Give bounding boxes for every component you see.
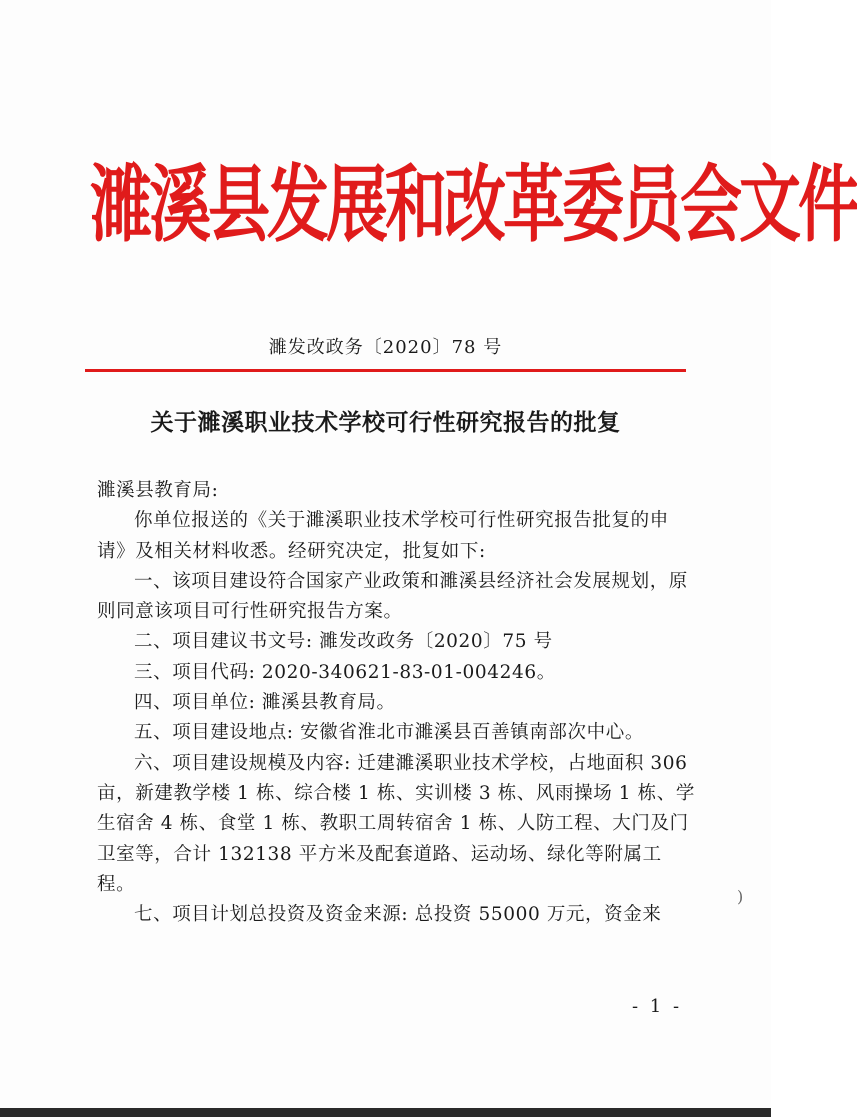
paragraph: 一、该项目建设符合国家产业政策和濉溪县经济社会发展规划，原则同意该项目可行性研究报告方案。 xyxy=(97,570,688,623)
scan-edge-bar xyxy=(0,1108,771,1117)
paragraph: 六、项目建设规模及内容: 迁建濉溪职业技术学校，占地面积 306 亩，新建教学楼 1 栋、综合楼 1 栋、实训楼 3 栋、风雨操场 1 栋、学生宿舍 4 栋、食堂 1 栋、教职工周转宿舍 1 栋、人防工程、大门及门卫室等，合计 132138 平方米及配套道路、运动场、绿化等附属工程。 xyxy=(97,752,695,895)
paragraph: 七、项目计划总投资及资金来源: 总投资 55000 万元，资金来 xyxy=(134,904,662,926)
page-number: - 1 - xyxy=(632,996,683,1017)
paragraph: 你单位报送的《关于濉溪职业技术学校可行性研究报告批复的申请》及相关材料收悉。经研究决定，批复如下: xyxy=(97,510,669,562)
margin-mark: ) xyxy=(737,887,744,906)
paragraph: 二、项目建议书文号: 濉发改政务〔2020〕75 号 xyxy=(134,631,553,653)
document-title: 关于濉溪职业技术学校可行性研究报告的批复 xyxy=(150,410,621,436)
document-number: 濉发改政务〔2020〕78 号 xyxy=(268,337,503,358)
masthead-title: 濉溪县发展和改革委员会文件 xyxy=(90,155,857,254)
red-separator-line xyxy=(85,369,686,372)
paragraph: 三、项目代码: 2020-340621-83-01-004246。 xyxy=(134,661,556,683)
paragraph: 五、项目建设地点: 安徽省淮北市濉溪县百善镇南部次中心。 xyxy=(134,722,644,744)
document-body xyxy=(97,476,697,930)
paragraph: 四、项目单位: 濉溪县教育局。 xyxy=(134,692,396,714)
recipient-line: 濉溪县教育局: xyxy=(97,480,219,501)
